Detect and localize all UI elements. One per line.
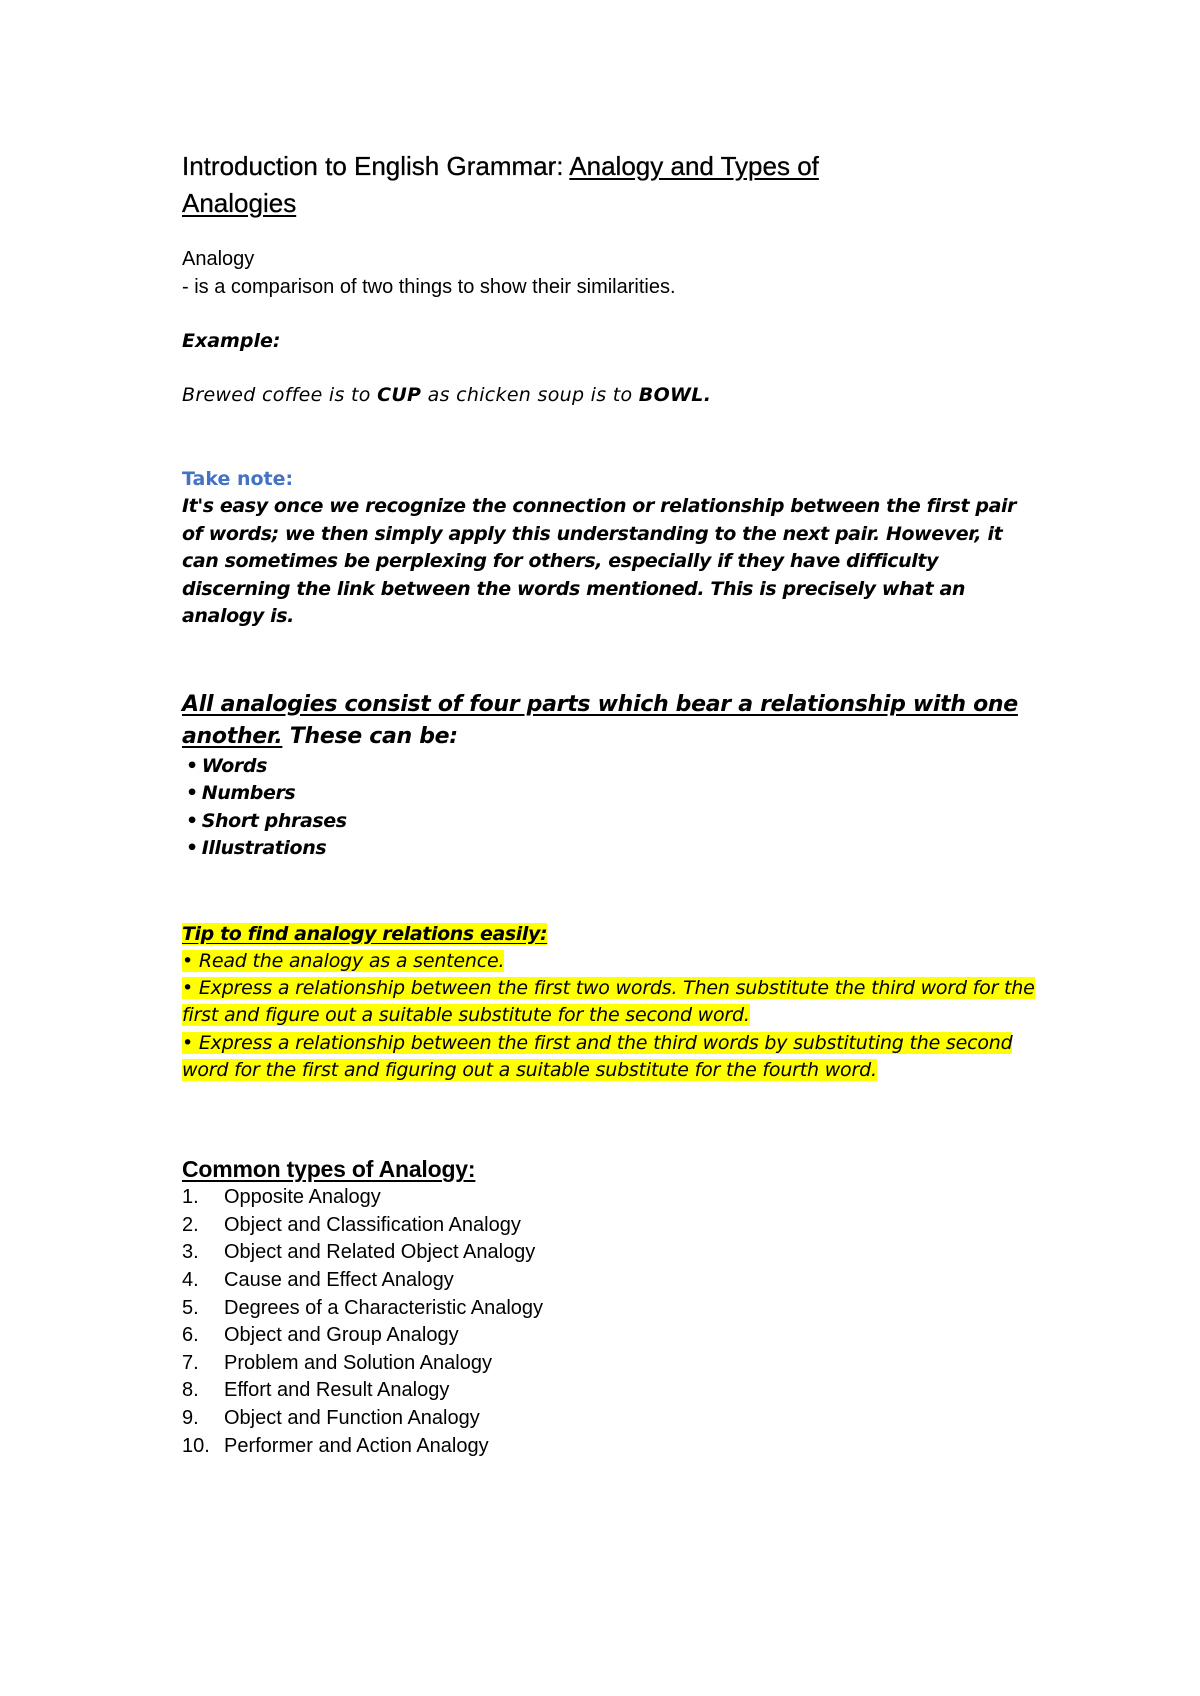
list-item: [186, 835, 1042, 863]
list-item: [186, 780, 1042, 808]
title-prefix: Introduction to English Grammar:: [182, 151, 570, 181]
parts-list: [182, 753, 1042, 863]
list-item-label: Cause and Effect Analogy: [224, 1269, 454, 1292]
example-word1: CUP: [377, 384, 422, 406]
list-item: [186, 753, 1042, 781]
example-part1: Brewed coffee is to: [182, 384, 378, 406]
list-item: [182, 1350, 1042, 1378]
tip-block: [182, 921, 1042, 1085]
take-note-text: It's easy once we recognize the connection or relationship between the first pair of words; we then simply apply this understanding to the next pair. However, it can sometimes be perplexing for others, especially if they have difficulty discerning the link between the words mentioned. This is precisely what an analogy is.: [182, 495, 1017, 627]
definition-block: [182, 245, 1042, 301]
list-item: [182, 1212, 1042, 1240]
parts-heading: [182, 689, 1042, 753]
list-item-label: Numbers: [201, 782, 296, 804]
list-item-label: Object and Related Object Analogy: [224, 1241, 536, 1264]
bullet-icon: •: [186, 809, 198, 832]
parts-heading-rest: These can be:: [282, 723, 458, 749]
list-item-number: 3.: [182, 1241, 199, 1264]
list-item-label: Degrees of a Characteristic Analogy: [224, 1296, 544, 1319]
list-item: [186, 808, 1042, 836]
list-item-number: 8.: [182, 1379, 199, 1402]
example-label: Example:: [182, 330, 281, 352]
list-item-label: Opposite Analogy: [224, 1186, 381, 1209]
bullet-icon: •: [186, 837, 198, 859]
parts-heading-underlined-2: another.: [182, 723, 283, 749]
list-item: [182, 1405, 1042, 1433]
list-item-label: Short phrases: [201, 809, 347, 832]
list-item: [182, 1184, 1042, 1212]
types-list: [182, 1184, 1042, 1460]
parts-heading-underlined-1: All analogies consist of four parts which bear a relationship with one: [182, 691, 1018, 717]
list-item: [182, 1322, 1042, 1350]
example-word2: BOWL.: [638, 384, 712, 406]
tip-title: Tip to find analogy relations easily:: [182, 922, 548, 945]
list-item: [182, 1267, 1042, 1295]
tip-item: • Read the analogy as a sentence.: [182, 949, 505, 972]
list-item: [182, 1377, 1042, 1405]
list-item-label: Problem and Solution Analogy: [224, 1351, 492, 1374]
example-sentence: [182, 381, 1042, 409]
list-item: [182, 1433, 1042, 1461]
list-item-label: Words: [201, 754, 268, 777]
list-item-number: 2.: [182, 1213, 199, 1236]
example-part2: as chicken soup is to: [421, 384, 639, 406]
page-title: [182, 148, 1042, 222]
list-item-number: 6.: [182, 1324, 199, 1347]
list-item-number: 7.: [182, 1351, 199, 1374]
document-content: [182, 148, 1042, 1460]
list-item-number: 4.: [182, 1269, 199, 1292]
title-underlined-part1: Analogy and Types of: [569, 151, 819, 181]
list-item-label: Effort and Result Analogy: [224, 1379, 450, 1402]
bullet-icon: •: [186, 754, 198, 777]
list-item-label: Performer and Action Analogy: [224, 1434, 489, 1457]
list-item: [182, 1239, 1042, 1267]
tip-item: • Express a relationship between the first two words. Then substitute the third word for the first and figure out a suitable substitute for the second word.: [182, 977, 1035, 1027]
list-item-number: 9.: [182, 1407, 199, 1430]
list-item-number: 10.: [182, 1434, 210, 1457]
bullet-icon: •: [186, 782, 198, 804]
types-heading: Common types of Analogy:: [182, 1156, 476, 1183]
list-item-label: Object and Group Analogy: [224, 1324, 459, 1347]
title-underlined-part2: Analogies: [182, 188, 297, 218]
take-note-label: Take note:: [182, 468, 294, 490]
list-item-label: Object and Function Analogy: [224, 1407, 480, 1430]
list-item-number: 1.: [182, 1186, 199, 1209]
list-item-label: Illustrations: [201, 837, 327, 859]
tip-item: • Express a relationship between the first and the third words by substituting the second word for the first and figuring out a suitable substitute for the fourth word.: [182, 1031, 1013, 1081]
list-item-label: Object and Classification Analogy: [224, 1213, 521, 1236]
definition-term: Analogy: [182, 248, 255, 270]
definition-text: - is a comparison of two things to show their similarities.: [182, 276, 676, 298]
list-item: [182, 1295, 1042, 1323]
list-item-number: 5.: [182, 1296, 199, 1319]
